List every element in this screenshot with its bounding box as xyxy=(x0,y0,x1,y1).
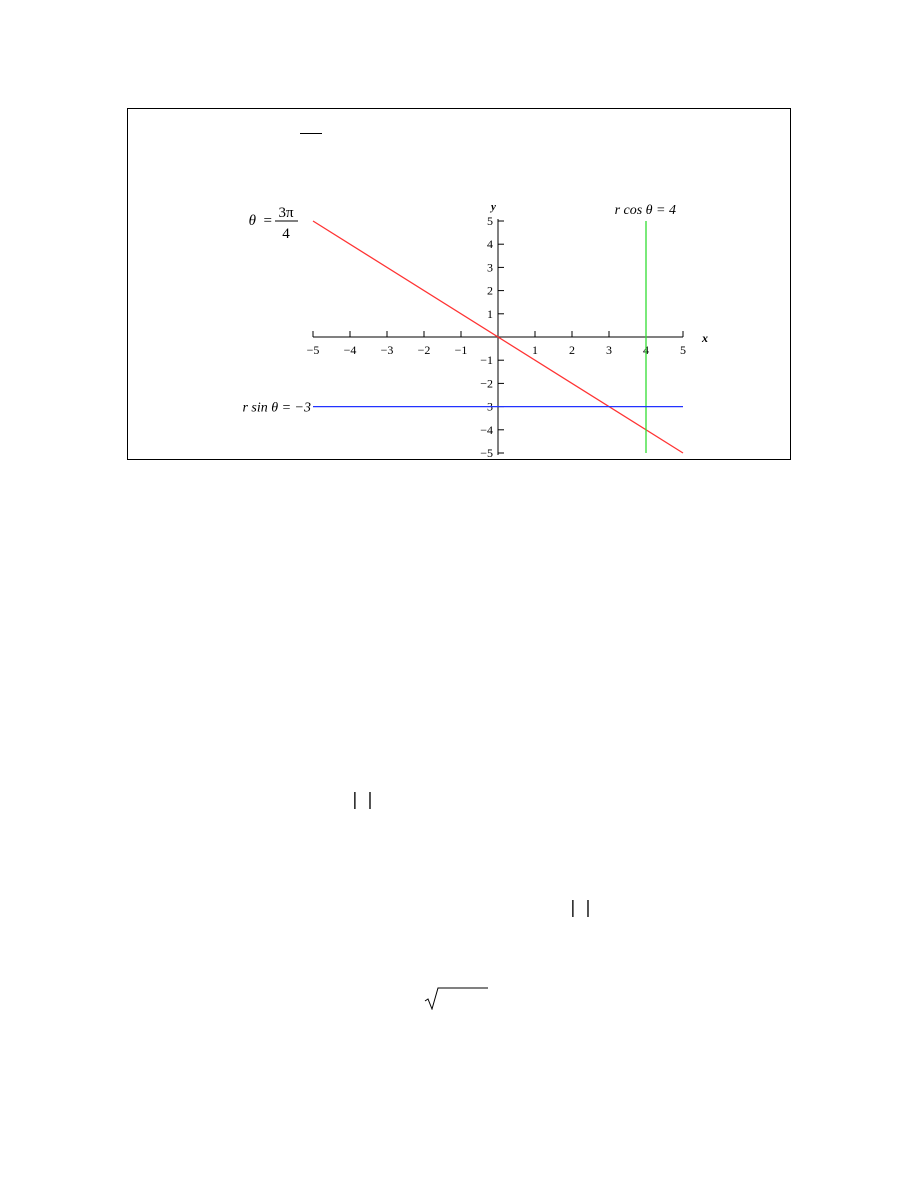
y-tick-label: 4 xyxy=(487,237,493,252)
x-tick-label: 3 xyxy=(606,343,612,357)
y-tick-label: −1 xyxy=(480,353,493,368)
y-tick-label: 1 xyxy=(487,306,493,321)
square-root-sign xyxy=(424,986,488,1010)
theta-equals: = xyxy=(263,213,272,229)
y-tick-label: 3 xyxy=(487,260,493,275)
y-tick-label: −4 xyxy=(480,422,493,437)
y-tick-label: −3 xyxy=(480,399,493,414)
x-axis-label: x xyxy=(702,331,708,345)
y-tick-label: 5 xyxy=(487,214,493,228)
absolute-value-bars-2: | | xyxy=(570,898,593,918)
rcos-label: r cos θ = 4 xyxy=(614,203,676,218)
x-tick-label: 4 xyxy=(643,343,649,357)
absolute-value-bars: | | xyxy=(352,790,375,810)
polar-lines-plot xyxy=(128,109,792,461)
figure-frame xyxy=(127,108,791,460)
x-tick-label: −2 xyxy=(417,343,431,357)
y-axis-label: y xyxy=(491,201,496,213)
x-tick-label: 2 xyxy=(569,343,575,357)
theta-denominator: 4 xyxy=(282,226,290,242)
y-tick-label: −5 xyxy=(480,446,493,460)
x-tick-label: −4 xyxy=(343,343,357,357)
y-tick-label: −2 xyxy=(480,376,493,391)
theta-label: θ xyxy=(248,213,256,229)
x-tick-label: 1 xyxy=(532,343,538,357)
rsin-label: r sin θ = −3 xyxy=(242,400,311,416)
x-tick-label: −3 xyxy=(380,343,394,357)
x-tick-label: 5 xyxy=(680,343,686,357)
theta-numerator: 3π xyxy=(278,205,294,221)
x-tick-label: −1 xyxy=(454,343,468,357)
y-tick-label: 2 xyxy=(487,283,493,298)
fraction-bar-fragment xyxy=(300,133,322,134)
x-tick-label: −5 xyxy=(306,343,320,357)
